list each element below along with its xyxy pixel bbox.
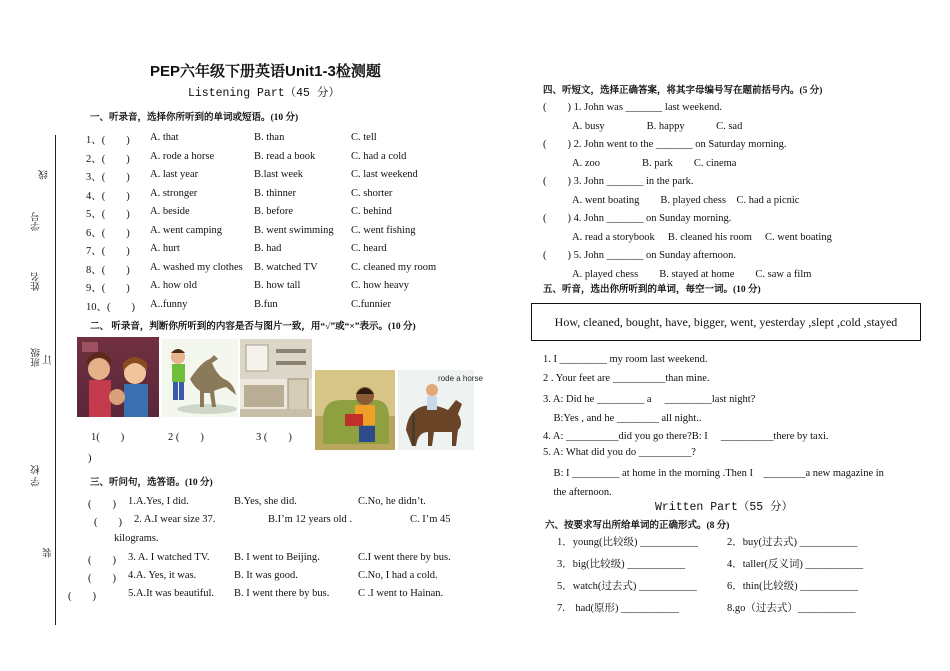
word-form-item: 7. had(原形) ___________ (557, 603, 679, 614)
section3-title: 三、听问句，选答语。(10 分) (90, 478, 213, 488)
option-b: B. went swimming (254, 224, 334, 236)
fill-blank-line: the afternoon. (543, 486, 612, 498)
option-a: A. rode a horse (150, 150, 215, 162)
option-c: C. heard (351, 243, 387, 254)
listening-header: Listening Part（45 分） (188, 87, 340, 100)
answer-bracket: ( ) (94, 517, 122, 528)
page-title: PEP六年级下册英语Unit1-3检测题 (150, 63, 381, 80)
question-number: 6、( ) (86, 227, 130, 239)
option-b: B. watched TV (254, 261, 318, 273)
word-form-item: 8.go（过去式）___________ (727, 603, 856, 614)
fill-blank-line: 4. A: __________did you go there?B: I __________there by taxi. (543, 431, 829, 442)
answer-b: B.I’m 12 years old . (268, 514, 352, 525)
option-a: A. went camping (150, 224, 223, 236)
fill-blank-line: 2 . Your feet are __________than mine. (543, 372, 710, 384)
section1-title: 一、听录音，选择你所听到的单词或短语。(10 分) (90, 113, 299, 123)
option-b: B. read a book (254, 150, 316, 162)
word-form-item: 3．big(比较级) ___________ (557, 559, 686, 570)
question-number: 4、( ) (86, 190, 130, 202)
option-a: A. stronger (150, 187, 198, 199)
answer-a: 3. A. I watched TV. (128, 552, 210, 563)
horse-sign-text: rode a horse (438, 374, 483, 383)
answer-c: C.No, he didn’t. (358, 496, 426, 507)
answer-c: C .I went to Hainan. (358, 588, 444, 599)
answer-bracket: ( ) (88, 573, 116, 584)
picture-boy-reading (315, 370, 395, 450)
word-form-item: 6．thin(比较级) ___________ (727, 581, 858, 592)
picture-label-3: 3 ( ) (256, 432, 292, 443)
side-label-banji: 班级 (32, 348, 42, 367)
listening-question: ( ) 5. John _______ on Sunday afternoon. (543, 250, 737, 261)
option-b: B.last week (254, 169, 303, 180)
option-a: A. how old (150, 280, 197, 291)
answer-b: B.Yes, she did. (234, 496, 297, 507)
word-bank-box (531, 303, 921, 341)
listening-options: A. busy B. happy C. sad (572, 120, 743, 132)
option-c: C. had a cold (351, 150, 407, 162)
answer-a: kilograms. (114, 533, 159, 544)
picture-room (240, 339, 312, 417)
option-b: B. thinner (254, 187, 296, 199)
answer-a: 4.A. Yes, it was. (128, 570, 197, 581)
section4-title: 四、听短文，选择正确答案，将其字母编号写在题前括号内。(5 分) (543, 86, 823, 96)
option-c: C.funnier (351, 298, 391, 310)
option-a: A. that (150, 132, 179, 143)
picture-kids-party (77, 337, 159, 417)
option-c: C. behind (351, 206, 392, 217)
question-number: 3、( ) (86, 172, 130, 183)
section6-title: 六、按要求写出所给单词的正确形式。(8 分) (545, 521, 730, 531)
picture-label-2: 2 ( ) (168, 432, 204, 443)
answer-a: 5.A.It was beautiful. (128, 588, 215, 599)
listening-question: ( ) 2. John went to the _______ on Saturday morning. (543, 139, 787, 150)
answer-c: C.No, I had a cold. (358, 570, 438, 581)
question-number: 7、( ) (86, 246, 130, 257)
option-b: B. how tall (254, 280, 301, 291)
word-form-item: 5．watch(过去式) ___________ (557, 581, 697, 592)
side-label-xuexiao: 学 校 (32, 465, 42, 487)
option-a: A. last year (150, 169, 199, 180)
option-a: A. hurt (150, 243, 180, 254)
listening-options: A. zoo B. park C. cinema (572, 157, 737, 169)
answer-bracket: ( ) (88, 499, 116, 510)
fill-blank-line: B: I _________ at home in the morning .Then I ________a new magazine in (543, 468, 884, 479)
question-number: 1、( ) (86, 135, 130, 146)
answer-c: C.I went there by bus. (358, 552, 451, 563)
side-label-xingming: 姓名 (32, 272, 42, 291)
option-c: C. cleaned my room (351, 261, 437, 273)
listening-options: A. played chess B. stayed at home C. saw a film (572, 268, 812, 280)
option-b: B.fun (254, 298, 278, 310)
word-form-item: 2．buy(过去式) ___________ (727, 537, 858, 548)
answer-b: B. I went to Beijing. (234, 552, 320, 563)
question-number: 5、( ) (86, 209, 130, 220)
picture-rode-a-horse (398, 370, 483, 450)
answer-b: B. It was good. (234, 570, 298, 581)
question-number: 8、( ) (86, 264, 130, 276)
question-number: 9、( ) (86, 283, 130, 294)
answer-b: B. I went there by bus. (234, 588, 330, 599)
listening-question: ( ) 4. John _______ on Sunday morning. (543, 213, 732, 224)
option-c: C. went fishing (351, 224, 416, 236)
section2-title: 二、 听录音，判断你所听到的内容是否与图片一致，用“√”或“×”表示。(10 分) (90, 322, 416, 332)
picture-boy-dinosaur (162, 339, 238, 417)
side-label-xian: 线 (40, 170, 50, 180)
fill-blank-line: 1. I _________ my room last weekend. (543, 354, 708, 365)
question-number: 2、( ) (86, 153, 130, 165)
listening-question: ( ) 3. John _______ in the park. (543, 176, 694, 187)
answer-c: C. I’m 45 (410, 514, 451, 525)
fill-blank-line: 3. A: Did he _________ a _________last night? (543, 394, 756, 405)
answer-bracket: ( ) (68, 591, 96, 602)
side-label-xuehao: 学号 (32, 212, 42, 231)
listening-options: A. went boating B. played chess C. had a picnic (572, 194, 800, 206)
listening-options: A. read a storybook B. cleaned his room C. went boating (572, 231, 832, 243)
option-c: C. tell (351, 132, 377, 143)
picture-label-1: 1( ) (91, 432, 125, 443)
listening-question: ( ) 1. John was _______ last weekend. (543, 102, 723, 113)
option-b: B. than (254, 132, 285, 143)
written-header: Written Part（55 分） (655, 501, 794, 514)
word-form-item: 4．taller(反义词) ___________ (727, 559, 864, 570)
side-label-ding: 订 (44, 355, 54, 365)
question-number: 10、( ) (86, 301, 135, 313)
word-bank: How, cleaned, bought, have, bigger, went, yesterday ,slept ,cold ,stayed (554, 314, 898, 329)
answer-bracket: ( ) (88, 555, 116, 566)
option-a: A..funny (150, 298, 188, 310)
option-a: A. beside (150, 206, 190, 217)
word-form-item: 1．young(比较级) ___________ (557, 537, 698, 548)
answer-a: 1.A.Yes, I did. (128, 496, 189, 507)
option-c: C. how heavy (351, 280, 410, 291)
option-c: C. last weekend (351, 169, 418, 180)
side-label-zhuang: 装 (44, 548, 54, 558)
fill-blank-line: 5. A: What did you do __________? (543, 446, 696, 458)
option-b: B. had (254, 243, 282, 254)
answer-a: 2. A.I wear size 37. (134, 514, 216, 525)
section5-title: 五、听音，选出你所听到的单词，每空一词。(10 分) (543, 285, 761, 295)
option-a: A. washed my clothes (150, 261, 243, 273)
option-b: B. before (254, 206, 294, 217)
picture-label-tail: ) (88, 453, 92, 464)
option-c: C. shorter (351, 187, 393, 199)
fill-blank-line: B:Yes , and he ________ all night.. (543, 412, 702, 424)
